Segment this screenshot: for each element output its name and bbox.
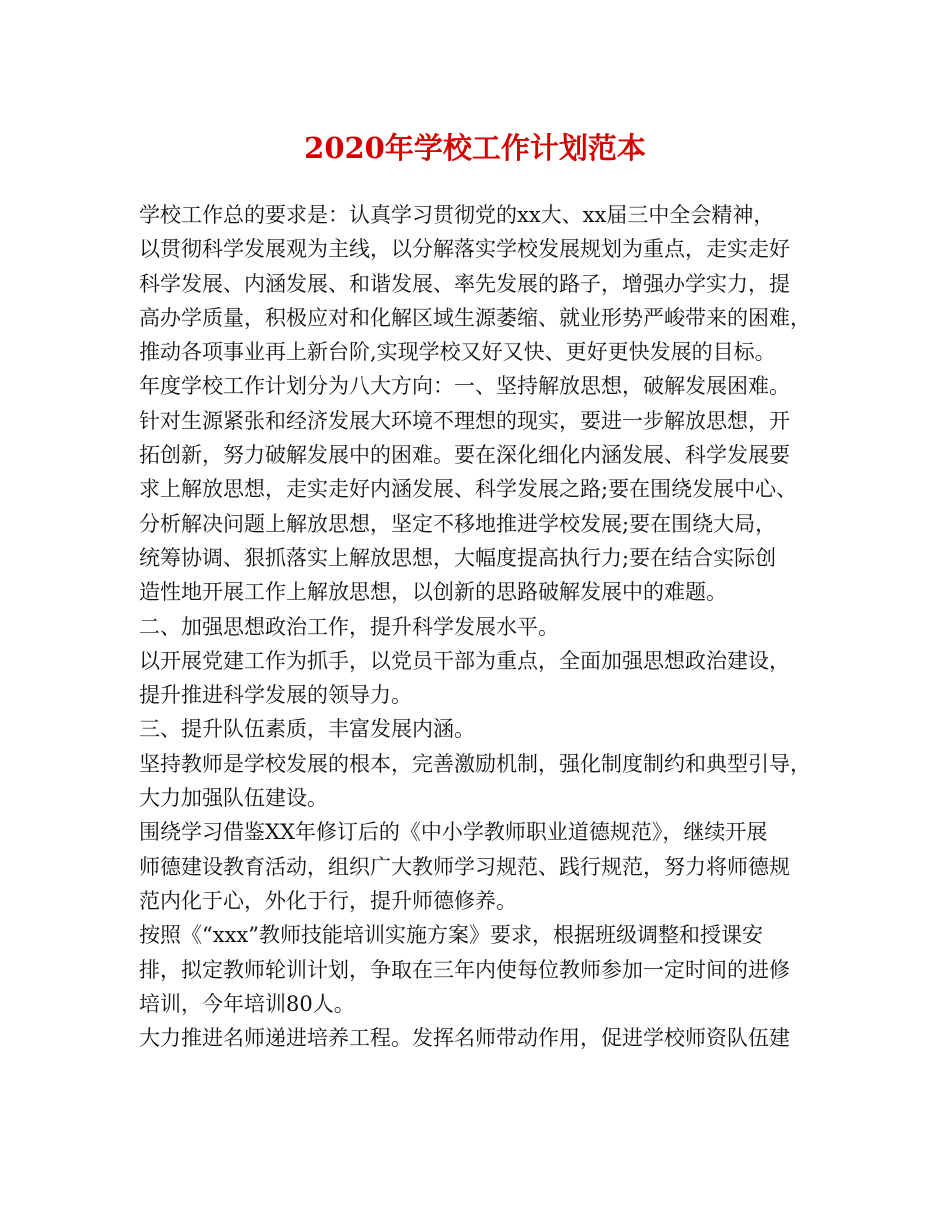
text-line: 提升推进科学发展的领导力。 [139,683,412,708]
text-line: 大力加强队伍建设。 [139,786,328,811]
text-line: 师德建设教育活动，组织广大教师学习规范、践行规范，努力将师德规 [139,854,790,879]
text-line: 分析解决问题上解放思想，坚定不移地推进学校发展;要在围绕大局， [139,511,777,536]
text-line: 高办学质量，积极应对和化解区域生源萎缩、就业形势严峻带来的困难， [139,305,811,330]
text-line: 以开展党建工作为抓手，以党员干部为重点，全面加强思想政治建设， [139,648,790,673]
text-line: 排，拟定教师轮训计划，争取在三年内使每位教师参加一定时间的进修 [139,957,790,982]
text-line: 求上解放思想，走实走好内涵发展、科学发展之路;要在围绕发展中心、 [139,477,798,502]
text-line: 三、提升队伍素质，丰富发展内涵。 [139,717,475,742]
text-line: 推动各项事业再上新台阶,实现学校又好又快、更好更快发展的目标。 [139,340,776,365]
text-line: 针对生源紧张和经济发展大环境不理想的现实，要进一步解放思想，开 [139,408,790,433]
text-line: 统筹协调、狠抓落实上解放思想，大幅度提高执行力;要在结合实际创 [139,545,777,570]
text-line: 科学发展、内涵发展、和谐发展、率先发展的路子，增强办学实力，提 [139,271,790,296]
text-line: 坚持教师是学校发展的根本，完善激励机制，强化制度制约和典型引导， [139,751,811,776]
text-line: 以贯彻科学发展观为主线，以分解落实学校发展规划为重点，走实走好 [139,237,790,262]
text-line: 学校工作总的要求是：认真学习贯彻党的xx大、xx届三中全会精神， [139,203,775,227]
document-body [139,198,829,1055]
text-line: 造性地开展工作上解放思想，以创新的思路破解发展中的难题。 [139,580,727,605]
text-line: 按照《“xxx”教师技能培训实施方案》要求，根据班级调整和授课安 [139,923,763,948]
text-line: 二、加强思想政治工作，提升科学发展水平。 [139,614,559,639]
document-title: 2020年学校工作计划范本 [304,131,646,165]
text-line: 范内化于心，外化于行，提升师德修养。 [139,888,517,913]
text-line: 围绕学习借鉴XX年修订后的《中小学教师职业道德规范》，继续开展 [139,820,768,845]
text-line: 拓创新，努力破解发展中的困难。要在深化细化内涵发展、科学发展要 [139,443,790,468]
text-line: 大力推进名师递进培养工程。发挥名师带动作用，促进学校师资队伍建 [139,1026,790,1051]
text-line: 年度学校工作计划分为八大方向：一、坚持解放思想，破解发展困难。 [139,374,790,399]
text-line: 培训，今年培训80人。 [139,991,355,1016]
